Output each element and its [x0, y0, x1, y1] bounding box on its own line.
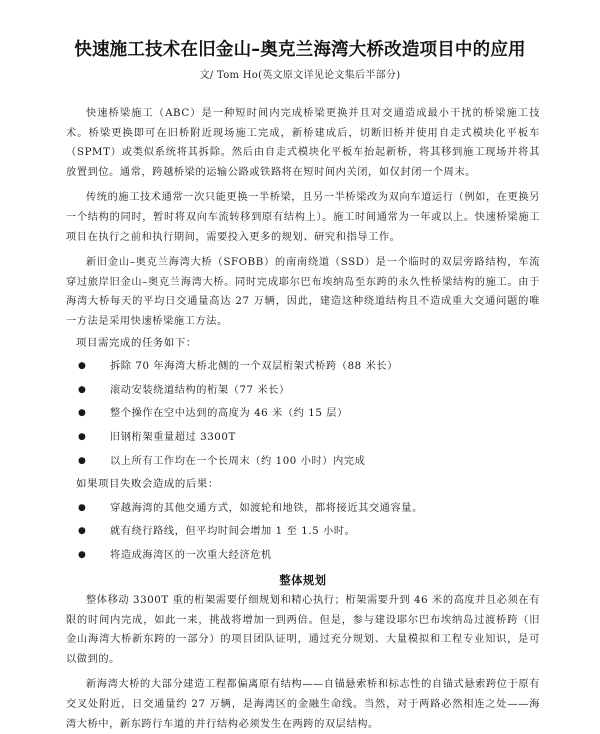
list-item: ● 滚动安装绕道结构的桁架（77 米长）	[66, 381, 540, 401]
author-line: 文/ Tom Ho(英文原文详见论文集后半部分)	[199, 70, 401, 81]
tasks-list	[66, 357, 540, 471]
consequences-label: 如果项目失败会造成的后果：	[76, 478, 219, 491]
paragraph: 整体移动 3300T 重的桁架需要仔细规划和精心执行；桁架需要升到 46 米的高度并且必须在有限的时间内完成，如此一来，挑战将增加一到两倍。但是，参与建设耶尔巴布埃纳岛过渡桥跨（旧金山海湾大桥新东跨的一部分）的项目团队证明，通过充分规划、大量模拟和工程专业知识，是可以做到的。	[66, 595, 540, 665]
article-body	[66, 104, 540, 734]
consequences-list	[66, 499, 540, 566]
bullet-icon: ●	[78, 408, 87, 419]
tasks-label: 项目需完成的任务如下：	[76, 336, 197, 349]
list-item: ● 拆除 70 年海湾大桥北侧的一个双层桁架式桥跨（88 米长）	[66, 357, 540, 377]
list-item: ● 整个操作在空中达到的高度为 46 米（约 15 层）	[66, 404, 540, 424]
bullet-icon: ●	[78, 502, 87, 513]
bullet-icon: ●	[78, 361, 87, 372]
paragraph: 快速桥梁施工（ABC）是一种短时间内完成桥梁更换并且对交通造成最小干扰的桥梁施工技术。桥梁更换即可在旧桥附近现场施工完成，新桥建成后，切断旧桥并使用自走式模块化平板车（SPMT）或类似系统将其拆除。然后由自走式模块化平板车抬起新桥，将其移到施工现场并将其放置到位。通常，跨越桥梁的运输公路或铁路将在短时间内关闭，如仅封闭一个周末。	[66, 108, 540, 178]
bullet-icon: ●	[78, 526, 87, 537]
bullet-icon: ●	[78, 431, 87, 442]
paragraph: 新海湾大桥的大部分建造工程都偏离原有结构——自锚悬索桥和标志性的自锚式悬索跨位于原有交叉处附近，日交通量约 27 万辆，是海湾区的金融生命线。当然，对于两路必然相连之处——海湾大桥中，新东跨行车道的并行结构必须发生在两跨的双层结构。	[66, 679, 540, 730]
bullet-icon: ●	[78, 384, 87, 395]
paragraph: 新旧金山–奥克兰海湾大桥（SFOBB）的南南绕道（SSD）是一个临时的双层旁路结构，车流穿过旅岸旧金山–奥克兰海湾大桥。同时完成耶尔巴布埃纳岛至东跨的永久性桥梁结构的施工。由于海湾大桥每天的平均日交通量高达 27 万辆，因此，建造这种绕道结构且不造成重大交通问题的唯一方法是采用快速桥梁施工方法。	[66, 257, 540, 327]
list-item: ● 旧钢桁架重量超过 3300T	[66, 428, 540, 448]
page-title: 快速施工技术在旧金山–奥克兰海湾大桥改造项目中的应用	[74, 40, 526, 60]
bullet-icon: ●	[78, 455, 87, 466]
list-item: ● 以上所有工作均在一个长周末（约 100 小时）内完成	[66, 452, 540, 472]
paragraph: 传统的施工技术通常一次只能更换一半桥梁，且另一半桥梁改为双向车道运行（例如，在更换另一个结构的同时，暂时将双向车流转移到原有结构上）。施工时间通常为一年或以上。快速桥梁施工项目在执行之前和执行期间，需要投入更多的规划、研究和指导工作。	[66, 192, 540, 243]
section-heading: 整体规划	[279, 574, 327, 588]
bullet-icon: ●	[78, 549, 87, 560]
list-item: ● 就有绕行路线，但平均时间会增加 1 至 1.5 小时。	[66, 522, 540, 542]
list-item: ● 将造成海湾区的一次重大经济危机	[66, 546, 540, 566]
list-item: ● 穿越海湾的其他交通方式，如渡轮和地铁，都将接近其交通容量。	[66, 499, 540, 519]
